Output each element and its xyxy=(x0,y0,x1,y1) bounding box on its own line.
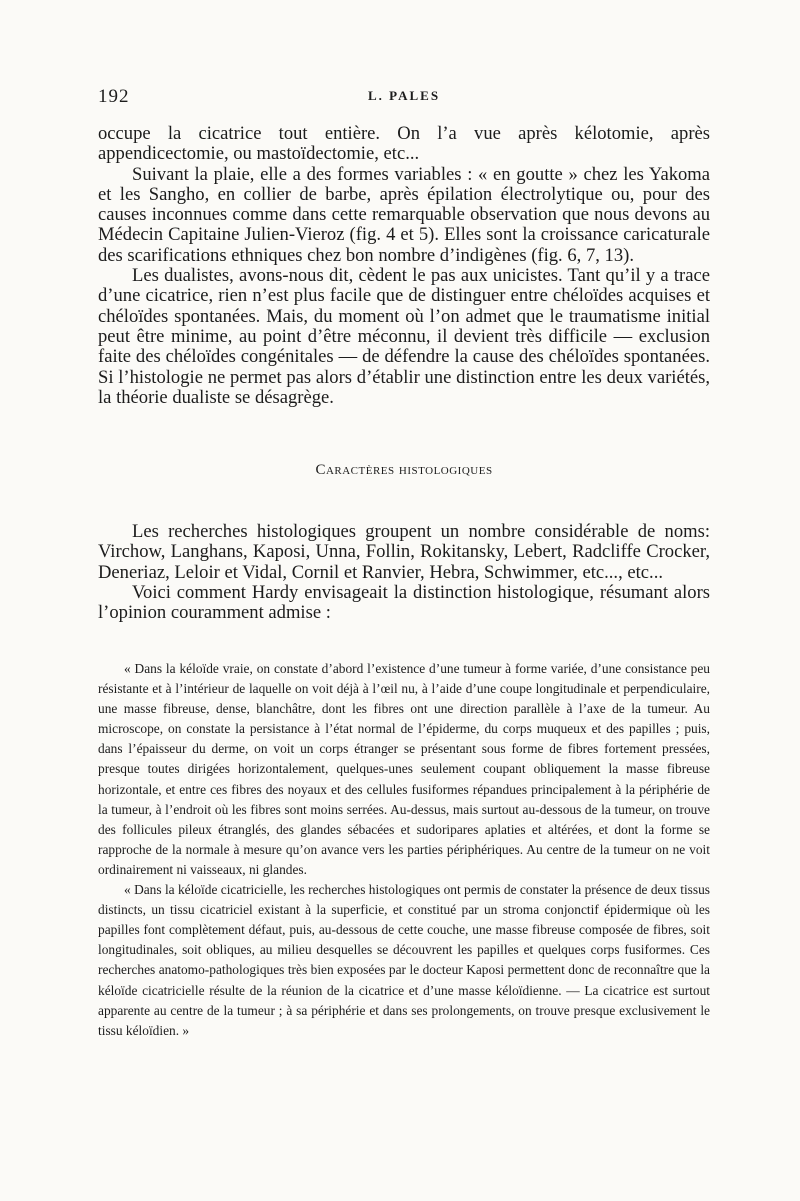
body-section-1 xyxy=(98,124,710,408)
paragraph: Voici comment Hardy envisageait la distinction histologique, résumant alors l’opinion couramment admise : xyxy=(98,581,710,624)
block-quote xyxy=(98,659,710,1041)
paragraph: Les recherches histologiques groupent un nombre considérable de noms: Virchow, Langhans, Kaposi, Unna, Follin, Rokitansky, Lebert, Radcliffe Crocker, Deneriaz, Leloir et Vidal, Cornil et Ranvier, Hebra, Schwimmer, etc..., etc... xyxy=(98,521,710,583)
heading-rest: aractères histologiques xyxy=(325,462,493,478)
paragraph: occupe la cicatrice tout entière. On l’a vue après kélotomie, après appendicectomie, ou mastoïdectomie, etc... xyxy=(98,123,710,165)
section-heading xyxy=(98,462,710,479)
quote-paragraph: « Dans la kéloïde cicatricielle, les recherches histologiques ont permis de constater la présence de deux tissus distincts, un tissu cicatriciel existant à la superficie, et constitué par un stroma conjonctif épidermique où les papilles font complètement défaut, puis, au-dessous de cette couche, une masse fibreuse composée de fibres, soit longitudinales, soit obliques, au milieu desquelles se découvrent les papilles et quelques corps fusiformes. Ces recherches anatomo-pathologiques très bien exposées par le docteur Kaposi permettent donc de reconnaître que la kéloïde cicatricielle résulte de la réunion de la cicatrice et d’une masse kéloïdienne. — La cicatrice est surtout apparente au centre de la tumeur ; à sa périphérie et dans ses prolongements, on trouve presque exclusivement le tissu kéloïdien. » xyxy=(98,882,710,1038)
running-head: L. PALES xyxy=(367,88,441,103)
quote-paragraph: « Dans la kéloïde vraie, on constate d’abord l’existence d’une tumeur à forme variée, d’une consistance peu résistante et à l’intérieur de laquelle on voit déjà à l’œil nu, à l’aide d’une coupe longitudinale et perpendiculaire, une masse fibreuse, dense, blanchâtre, dont les fibres ont une direction parallèle à l’axe de la tumeur. Au microscope, on constate la persistance à l’état normal de l’épiderme, du corps muqueux et des papilles ; puis, dans l’épaisseur du derme, on voit un corps étranger se présentant sous forme de fibres fortement pressées, presque toutes dirigées horizontalement, quelques-unes seulement coupant obliquement la masse fibreuse horizontale, et entre ces fibres des noyaux et des cellules fusiformes répandues principalement à la périphérie de la tumeur, à l’endroit où les fibres sont moins serrées. Au-dessus, mais surtout au-dessous de la tumeur, on trouve des follicules pileux étranglés, des glandes sébacées et sudoripares aplaties et altérées, et dont la forme se rapproche de la normale à mesure qu’on avance vers les parties périphériques. Au centre de la tumeur on ne voit ordinairement ni vaisseaux, ni glandes. xyxy=(98,661,710,877)
paragraph: Les dualistes, avons-nous dit, cèdent le pas aux unicistes. Tant qu’il y a trace d’une cicatrice, rien n’est plus facile que de distinguer entre chéloïdes acquises et chéloïdes spontanées. Mais, du moment où l’on admet que le traumatisme initial peut être minime, au point d’être méconnu, il devient très difficile — exclusion faite des chéloïdes congénitales — de défendre la cause des chéloïdes spontanées. Si l’histologie ne permet pas alors d’établir une distinction entre les deux variétés, la théorie dualiste se désagrège. xyxy=(98,265,710,408)
page-number: 192 xyxy=(98,86,130,107)
heading-initial: C xyxy=(315,462,326,478)
paragraph: Suivant la plaie, elle a des formes variables : « en goutte » chez les Yakoma et les Sangho, en collier de barbe, après épilation électrolytique ou, pour des causes inconnues comme dans cette remarquable observation que nous devons au Médecin Capitaine Julien-Vieroz (fig. 4 et 5). Elles sont la croissance caricaturale des scarifications ethniques chez bon nombre d’indigènes (fig. 6, 7, 13). xyxy=(98,163,710,266)
page-header xyxy=(98,86,710,110)
body-section-2 xyxy=(98,522,710,623)
